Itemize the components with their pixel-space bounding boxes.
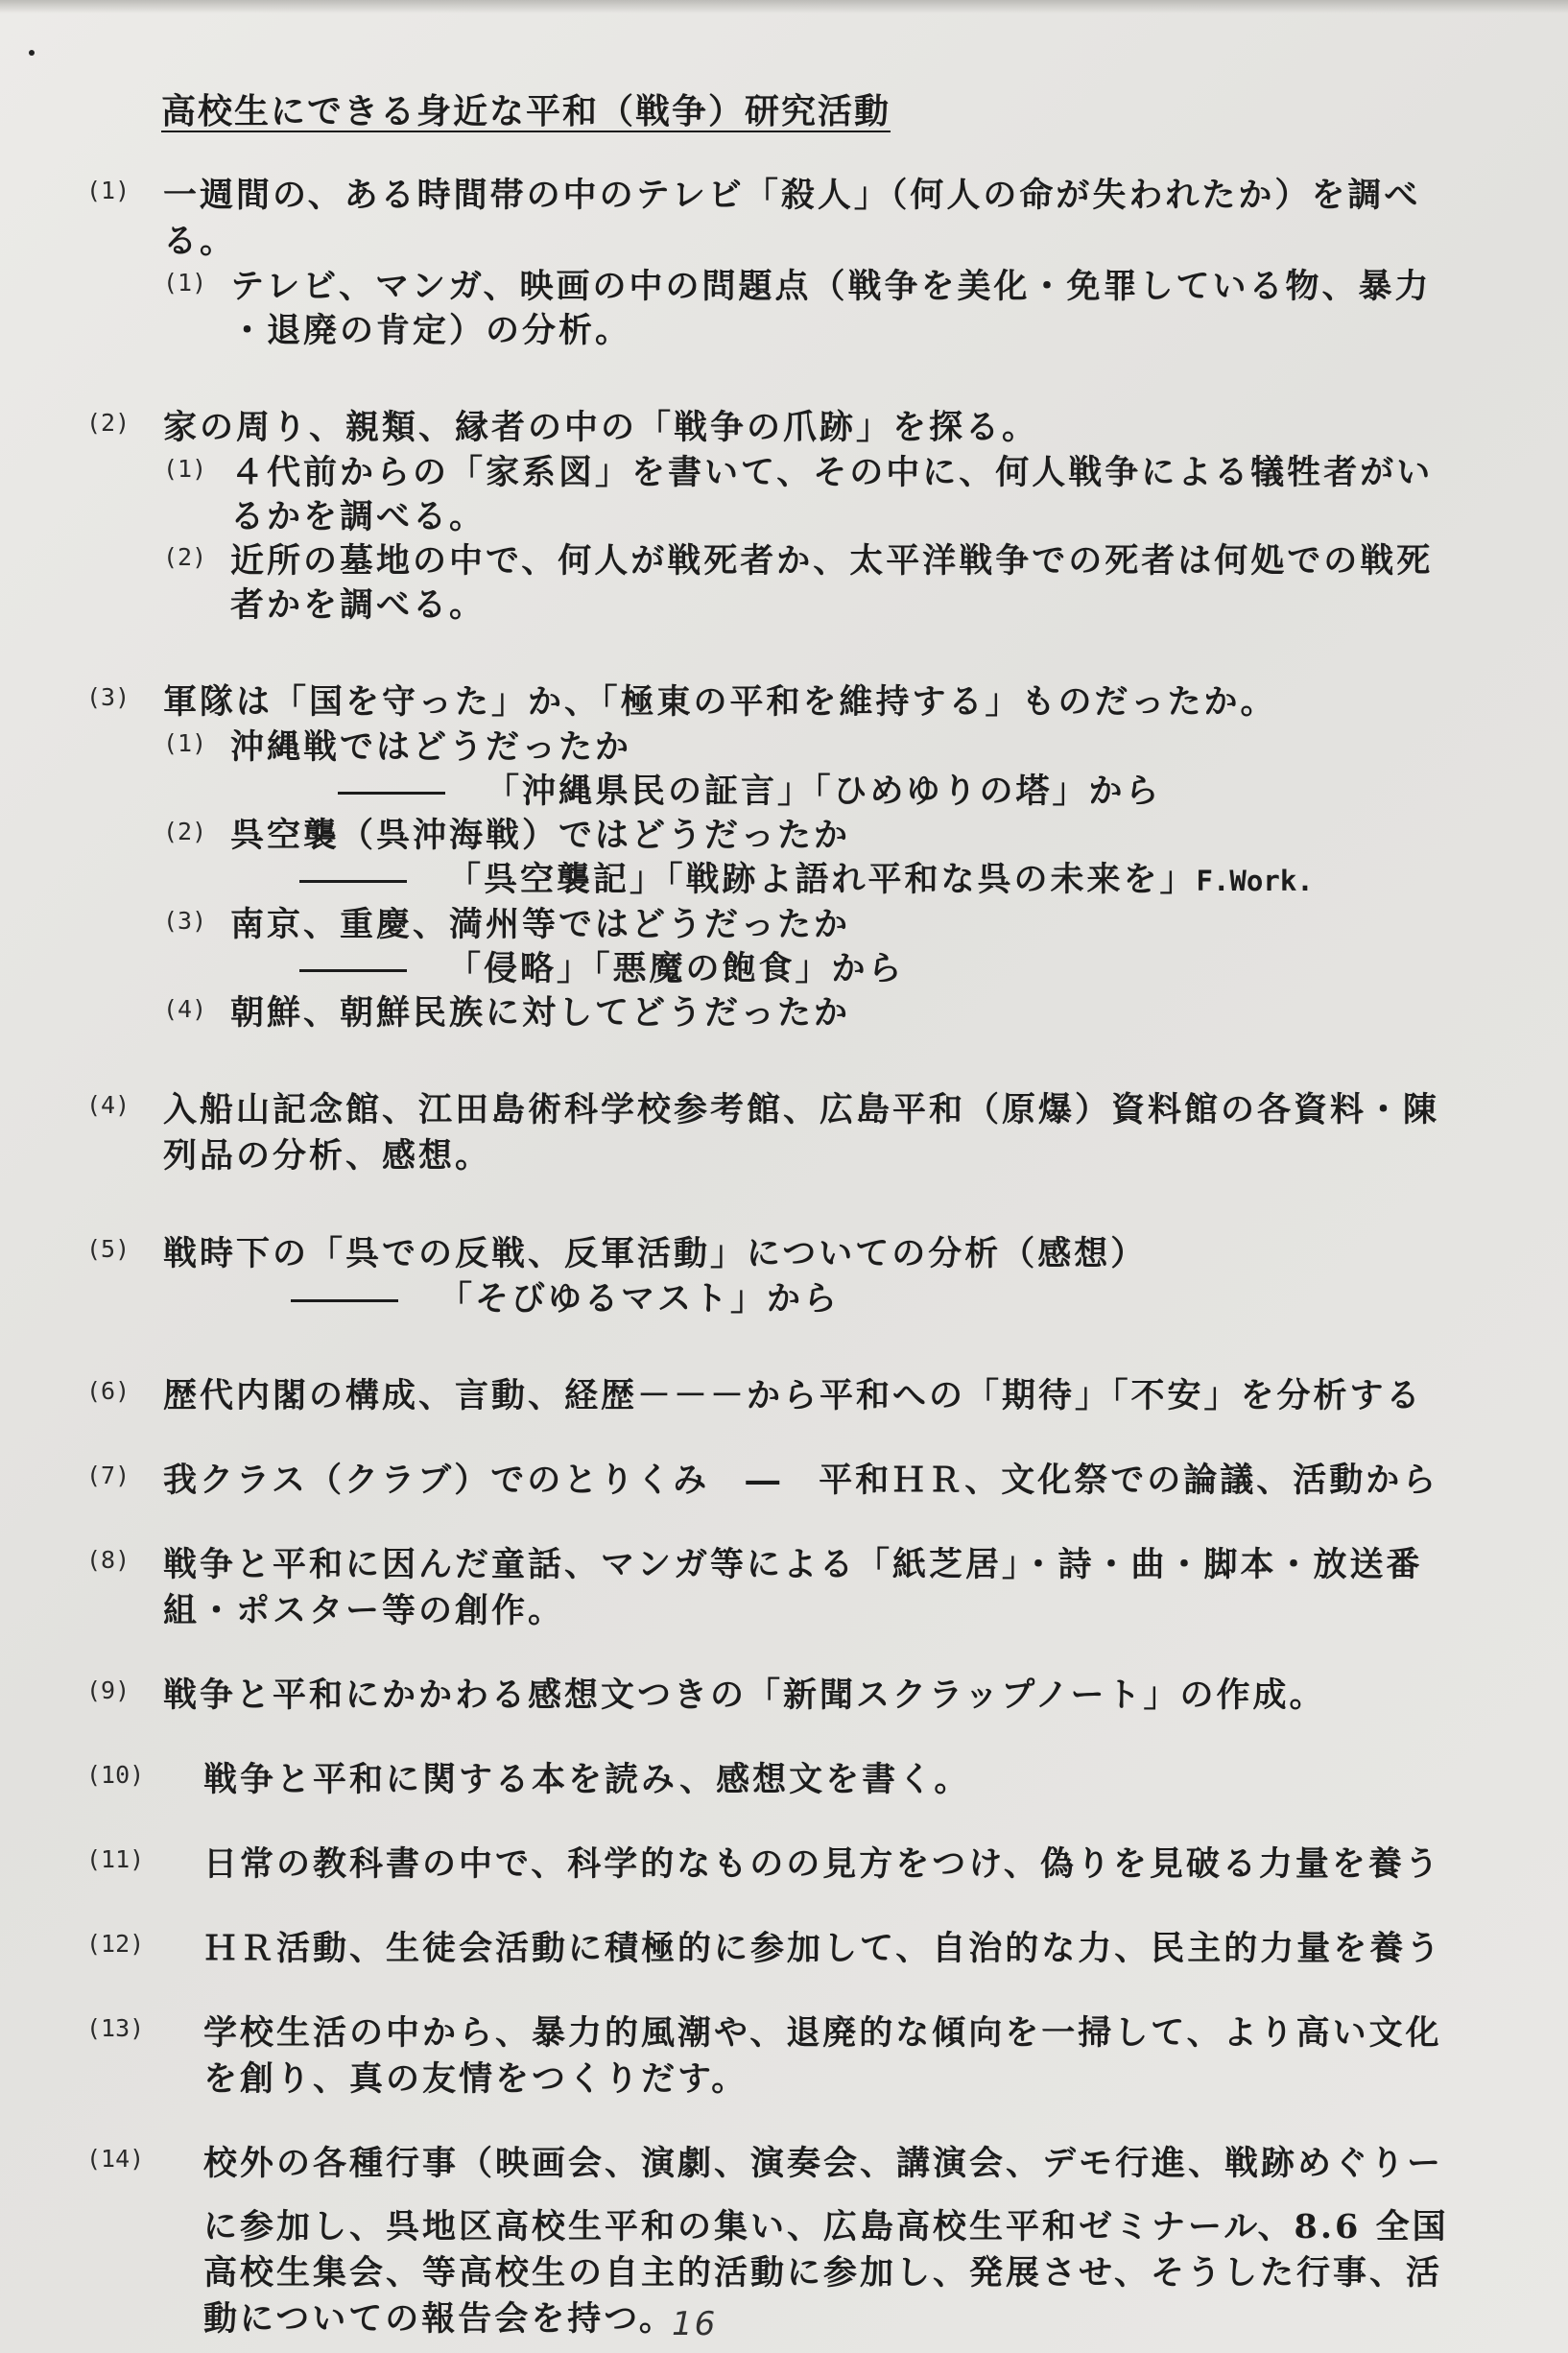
item-number: (1) [86,177,131,204]
list-item [86,1757,1487,1803]
sub-item-text-line: テレビ、マンガ、映画の中の問題点（戦争を美化・免罪している物、暴力 [230,267,1432,306]
sub-item-text-line: 南京、重慶、満州等ではどうだったか [230,905,851,944]
item-text-line: 入船山記念館、江田島術科学校参考館、広島平和（原爆）資料館の各資料・陳 [163,1090,1440,1129]
list-item [86,2010,1487,2103]
dash-rule [291,1299,398,1302]
item-text-line: 動についての報告会を持つ。 [203,2299,676,2339]
sub-item [163,725,1487,770]
list-item [86,1673,1487,1719]
paper-edge [0,0,1568,13]
document-title: 高校生にできる身近な平和（戦争）研究活動 [161,91,891,131]
sub-list [163,265,1487,353]
sub-item [163,814,1487,858]
item-number: (13) [86,2014,145,2042]
item-text-line: ＨＲ活動、生徒会活動に積極的に参加して、自治的な力、民主的力量を養う [203,1929,1443,1968]
sub-item-text-line: るかを調べる。 [230,497,487,536]
dash-rule [299,969,407,972]
source-text: 「呉空襲記」「戦跡よ語れ平和な呉の未来を」 [447,860,1197,899]
sub-item-number: (1) [163,455,207,483]
item-number: (14) [86,2145,145,2173]
list-item [86,1458,1487,1504]
dash-rule [299,880,407,883]
sub-item-text-line: ・退廃の肯定）の分析。 [230,311,632,350]
item-text-line: を創り、真の友情をつくりだす。 [203,2059,748,2099]
list-item [86,1842,1487,1888]
sub-item [163,991,1487,1035]
item-number: (8) [86,1546,131,1574]
source-tail: F.Work. [1196,865,1314,897]
item-text-line: る。 [163,222,237,261]
item-text-line: 組・ポスター等の創作。 [163,1591,565,1630]
item-number: (9) [86,1676,131,1704]
item-text-line: 日常の教科書の中で、科学的なものの見方をつけ、偽りを見破る力量を養う [203,1844,1441,1884]
page-number: 16 [672,2305,718,2343]
item-text-line: 校外の各種行事（映画会、演劇、演奏会、講演会、デモ行進、戦跡めぐりー [203,2144,1444,2183]
ink-speck [29,50,35,56]
item-text-line: 一週間の、ある時間帯の中のテレビ「殺人」（何人の命が失われたか）を調べ [163,176,1421,215]
source-text: 「侵略」「悪魔の飽食」から [447,949,905,988]
sub-list [163,991,1487,1035]
list-item [86,679,1487,1035]
source-reference [299,947,1487,991]
item-text-line: に参加し、呉地区高校生平和の集い、広島高校生平和ゼミナール、8.6 全国 [203,2207,1449,2246]
source-reference [291,1277,1487,1321]
sub-item-text-line: 者かを調べる。 [230,585,487,625]
item-number: (10) [86,1761,145,1789]
sub-item-text-line: 朝鮮、朝鮮民族に対してどうだったか [230,993,851,1033]
item-text-line: 軍隊は「国を守った」か、「極東の平和を維持する」ものだったか。 [163,682,1277,722]
list-item [86,1373,1487,1419]
item-number: (11) [86,1845,145,1873]
item-text-line: 我クラス（クラブ）でのとりくみ ― 平和ＨＲ、文化祭での論議、活動から [163,1461,1439,1500]
item-text-line: 戦争と平和にかかわる感想文つきの「新聞スクラップノート」の作成。 [163,1676,1326,1715]
list-item [86,1926,1487,1972]
item-text-line: 戦争と平和に因んだ童話、マンガ等による「紙芝居」・詩・曲・脚本・放送番 [163,1545,1423,1584]
sub-item-number: (4) [163,995,207,1023]
item-number: (12) [86,1930,145,1958]
sub-item-text-line: ４代前からの「家系図」を書いて、その中に、何人戦争による犠牲者がい [230,453,1434,492]
sub-item-text-line: 呉空襲（呉沖海戦）ではどうだったか [230,816,851,855]
sub-list [163,814,1487,858]
dash-rule [338,792,445,795]
sub-item [163,265,1487,353]
source-reference [338,770,1487,814]
list-item [86,173,1487,353]
item-text-line: 家の周り、親類、縁者の中の「戦争の爪跡」を探る。 [163,408,1039,447]
sub-list [163,725,1487,770]
sub-item-number: (1) [163,269,207,297]
sub-item-number: (2) [163,543,207,571]
list-item [86,2141,1487,2342]
item-number: (5) [86,1235,131,1263]
item-number: (6) [86,1377,131,1405]
item-number: (7) [86,1462,131,1489]
item-text-line: 高校生集会、等高校生の自主的活動に参加し、発展させ、そうした行事、活 [203,2253,1442,2293]
activity-list [86,173,1487,2342]
list-item [86,1542,1487,1634]
source-text: 「沖縄県民の証言」「ひめゆりの塔」から [486,772,1162,811]
item-text-line: 戦時下の「呉での反戦、反軍活動」についての分析（感想） [163,1234,1148,1273]
sub-list [163,451,1487,628]
item-text-line: 歴代内閣の構成、言動、経歴－－－から平和への「期待」「不安」を分析する [163,1376,1423,1415]
sub-item [163,539,1487,628]
sub-list [163,903,1487,947]
sub-item [163,451,1487,539]
sub-item-text-line: 近所の墓地の中で、何人が戦死者か、太平洋戦争での死者は何処での戦死 [230,541,1434,581]
item-text-line: 学校生活の中から、暴力的風潮や、退廃的な傾向を一掃して、より高い文化 [203,2013,1442,2053]
source-reference [299,858,1487,903]
sub-item-text-line: 沖縄戦ではどうだったか [230,727,632,767]
item-number: (3) [86,683,131,711]
item-text-line: 列品の分析、感想。 [163,1136,492,1176]
item-number: (2) [86,409,131,437]
sub-item-number: (1) [163,729,207,757]
sub-item-number: (2) [163,818,207,845]
item-number: (4) [86,1091,131,1119]
sub-item [163,903,1487,947]
list-item [86,1087,1487,1179]
item-text-line: 戦争と平和に関する本を読み、感想文を書く。 [203,1760,971,1799]
list-item [86,1231,1487,1321]
list-item [86,405,1487,628]
source-text: 「そびゆるマスト」から [439,1279,841,1319]
sub-item-number: (3) [163,907,207,935]
